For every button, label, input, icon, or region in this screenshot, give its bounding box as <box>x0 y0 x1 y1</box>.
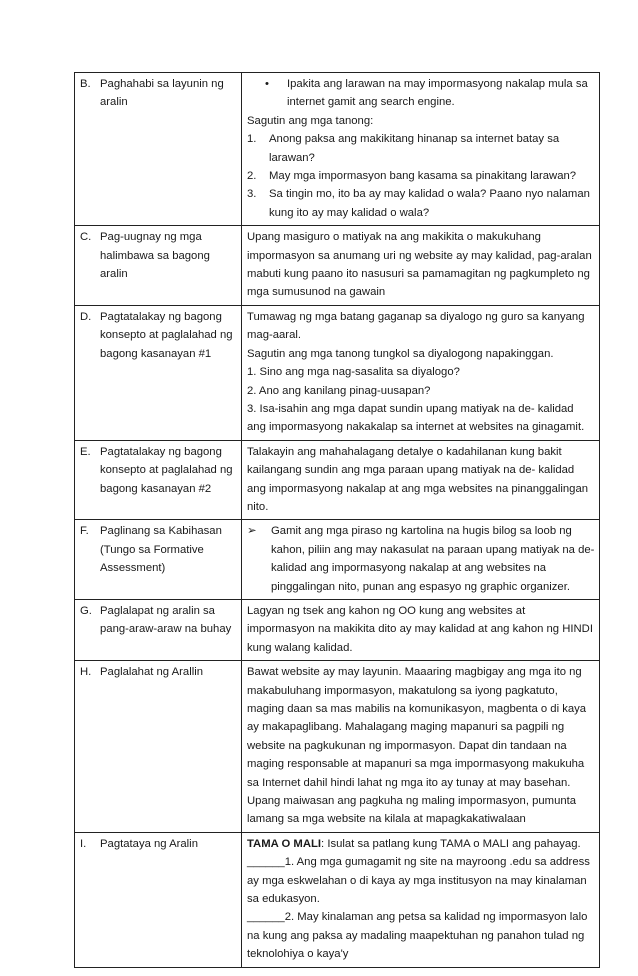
list-item: 3. Sa tingin mo, ito ba ay may kalidad o wala? Paano nyo nalaman kung ito ay may kalidad o wala? <box>247 188 590 219</box>
row-text: Upang masiguro o matiyak na ang makikita o makukuhang impormasyon sa anumang uri ng website ay may kalidad, pag-aralan mabuti kung paano ito nasusuri sa pamamagitan ng pagkumpleto ng mga sumusunod na gawain <box>247 231 592 299</box>
assessment-item: ______1. Ang mga gumagamit ng site na mayroong .edu sa address ay mga eskwelahan o di kaya ay mga institusyon na may kinalaman sa edukasyon. <box>247 856 590 906</box>
row-text: Tumawag ng mga batang gaganap sa diyalogo ng guro sa kanyang mag-aaral. <box>247 310 585 342</box>
row-content-cell <box>242 661 600 833</box>
arrow-bullet-icon: ➢ <box>247 525 257 538</box>
row-letter: H. <box>80 666 92 679</box>
table-row-e <box>75 440 600 520</box>
row-text: Sagutin ang mga tanong tungkol sa diyalogong napakinggan. <box>247 347 554 360</box>
questions-intro: Sagutin ang mga tanong: <box>247 114 374 127</box>
table-row-c <box>75 226 600 306</box>
row-letter: I. <box>80 837 87 850</box>
row-label-cell <box>75 305 242 440</box>
question-line: 3. Isa-isahin ang mga dapat sundin upang matiyak na de- kalidad ang impormasyong nakakalap sa internet at websites na ginagamit. <box>247 402 585 434</box>
row-label-cell <box>75 661 242 833</box>
row-letter: B. <box>80 78 91 90</box>
row-letter: E. <box>80 445 91 458</box>
table-row-b <box>75 73 600 226</box>
row-label: Paghahabi sa layunin ng aralin <box>100 78 224 109</box>
row-letter: G. <box>80 604 92 617</box>
row-label-cell <box>75 832 242 967</box>
row-label-cell <box>75 226 242 306</box>
table-row-h <box>75 661 600 833</box>
lesson-plan-table <box>74 72 600 968</box>
row-text: Lagyan ng tsek ang kahon ng OO kung ang websites at impormasyon na makikita dito ay may kalidad at ang kahon ng HINDI kung walang kalidad. <box>247 604 593 654</box>
row-label-cell <box>75 73 242 226</box>
row-letter: F. <box>80 525 89 538</box>
row-content-cell <box>242 520 600 600</box>
bullet-dot-icon: • <box>265 78 269 90</box>
question-line: 2. Ano ang kanilang pinag-uusapan? <box>247 384 431 397</box>
row-label: Paglalapat ng aralin sa pang-araw-araw na buhay <box>100 604 232 636</box>
table-row-f <box>75 520 600 600</box>
assessment-instruction: TAMA O MALI: Isulat sa patlang kung TAMA o MALI ang pahayag. <box>247 837 581 850</box>
table-row-g <box>75 599 600 660</box>
list-item: 2. May mga impormasyon bang kasama sa pinakitang larawan? <box>247 170 577 183</box>
row-content-cell <box>242 832 600 967</box>
row-letter: D. <box>80 310 92 323</box>
row-label-cell <box>75 520 242 600</box>
list-item: 1. Anong paksa ang makikitang hinanap sa internet batay sa larawan? <box>247 133 560 164</box>
question-line: 1. Sino ang mga nag-sasalita sa diyalogo? <box>247 366 460 379</box>
assessment-heading: TAMA O MALI <box>247 837 322 850</box>
row-content-cell <box>242 440 600 520</box>
row-label: Paglalahat ng Arallin <box>100 666 204 679</box>
row-content-cell <box>242 305 600 440</box>
row-content-cell <box>242 73 600 226</box>
row-letter: C. <box>80 231 92 244</box>
arrow-item <box>247 522 595 596</box>
row-label: Pag-uugnay ng mga halimbawa sa bagong aralin <box>100 231 210 281</box>
row-text: Gamit ang mga piraso ng kartolina na hugis bilog sa loob ng kahon, piliin ang may nakasulat na paraan upang matiyak na de-kalidad ang impormasyong nakalap at ang websites na pinggalingan nito, punan ang espasyo ng graphic organizer. <box>271 525 595 593</box>
table-row-d <box>75 305 600 440</box>
row-label: Paglinang sa Kabihasan (Tungo sa Formative Assessment) <box>100 525 222 575</box>
table-row-i <box>75 832 600 967</box>
row-text: Bawat website ay may layunin. Maaaring magbigay ang mga ito ng makabuluhang impormasyon, makatulong sa iyong pagkatuto, maging daan sa mas mabilis na komunikasyon, magbenta o di kaya ay makapaglibang. Mahalagang maging mapanuri sa pagpili ng website na pagkukunan ng impormasyon. Dapat din tandaan na maging responsable at mapanuri sa mga impormasyong makukuha sa Internet dahil hindi lahat ng mga ito ay tunay at may basehan. Upang maiwasan ang pagkuha ng maling impormasyon, pumunta lamang sa mga website na kilala at mapagkakatiwalaan <box>247 666 587 826</box>
row-label: Pagtatalakay ng bagong konsepto at paglalahad ng bagong kasanayan #2 <box>100 445 233 495</box>
row-text: Talakayin ang mahahalagang detalye o kadahilanan kung bakit kailangang sundin ang mga paraan upang matiyak na de- kalidad ang impormasyong nakalap at ang mga websites na pinanggalingan nito. <box>247 445 589 513</box>
row-label: Pagtataya ng Aralin <box>100 837 198 850</box>
row-label-cell <box>75 599 242 660</box>
bullet-item <box>247 75 595 112</box>
row-label: Pagtatalakay ng bagong konsepto at paglalahad ng bagong kasanayan #1 <box>100 310 233 360</box>
assessment-item: ______2. May kinalaman ang petsa sa kalidad ng impormasyon lalo na kung ang paksa ay madaling maapektuhan ng panahon tulad ng teknolohiya o kaya'y <box>247 911 588 961</box>
row-content-cell <box>242 599 600 660</box>
bullet-text: Ipakita ang larawan na may impormasyong nakalap mula sa internet gamit ang search engine. <box>287 78 588 109</box>
row-content-cell <box>242 226 600 306</box>
row-label-cell <box>75 440 242 520</box>
